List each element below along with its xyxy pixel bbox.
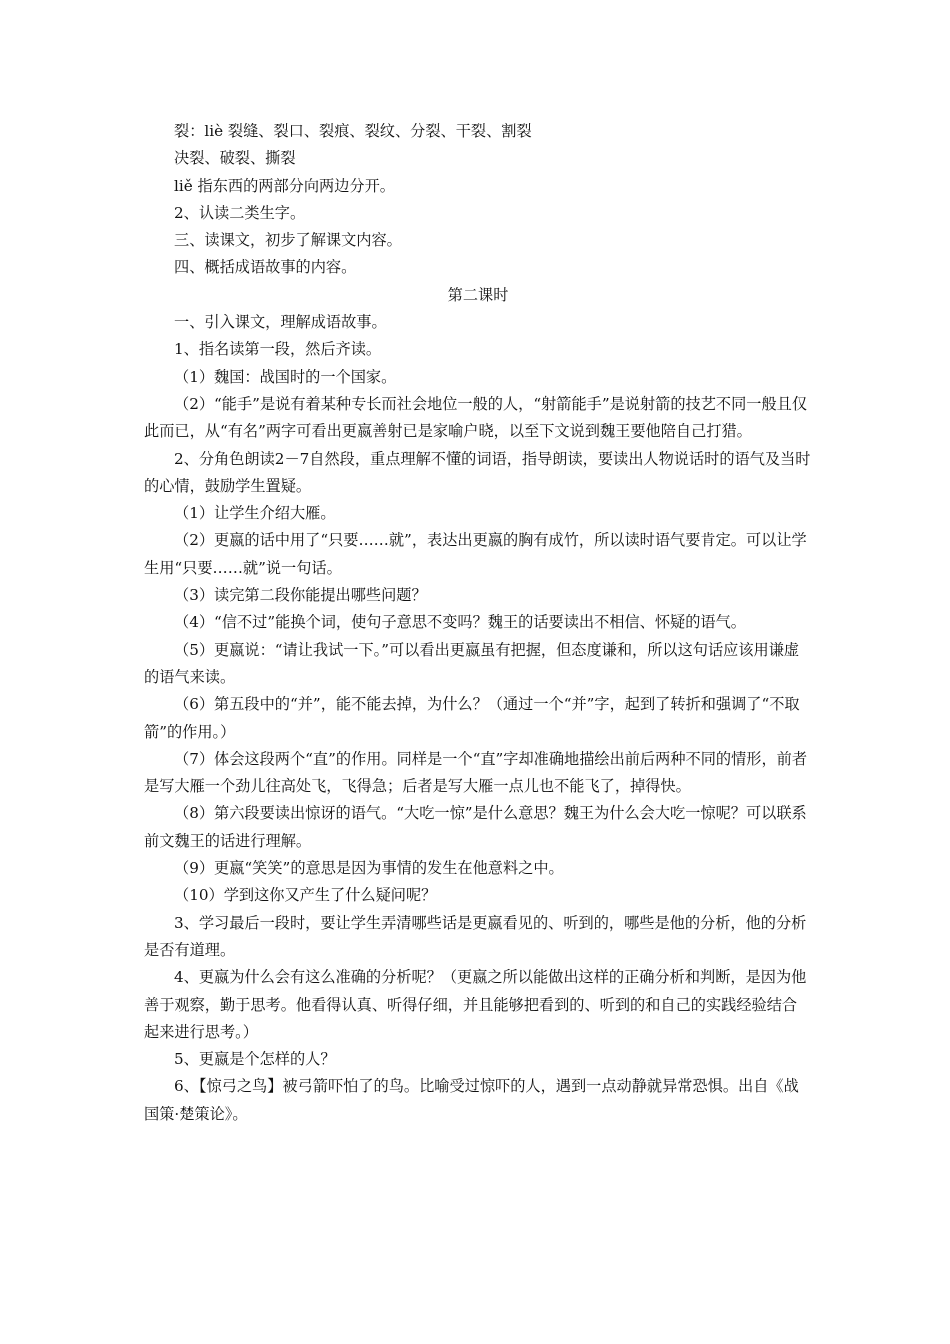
paragraph: 一、引入课文，理解成语故事。: [174, 313, 387, 332]
paragraph: （1）魏国：战国时的一个国家。: [174, 367, 397, 386]
paragraph: 决裂、破裂、撕裂: [174, 149, 296, 168]
paragraph: （2）“能手”是说有着某种专长而社会地位一般的人，“射箭能手”是说射箭的技艺不同一般且仅此而已，从“有名”两字可看出更嬴善射已是家喻户晓，以至下文说到魏王要他陪自己打猎。: [144, 394, 808, 441]
paragraph: （1）让学生介绍大雁。: [174, 504, 336, 523]
paragraph: 四、概括成语故事的内容。: [174, 258, 357, 277]
paragraph: 2、分角色朗读2－7自然段，重点理解不懂的词语，指导朗读，要读出人物说话时的语气及当时的心情，鼓励学生置疑。: [144, 449, 811, 495]
paragraph: （7）体会这段两个“直”的作用。同样是一个“直”字却准确地描绘出前后两种不同的情形，前者是写大雁一个劲儿往高处飞，飞得急；后者是写大雁一点儿也不能飞了，掉得快。: [144, 749, 808, 796]
paragraph: 3、学习最后一段时，要让学生弄清哪些话是更嬴看见的、听到的，哪些是他的分析，他的分析是否有道理。: [144, 913, 807, 959]
paragraph: 4、更嬴为什么会有这么准确的分析呢？（更嬴之所以能做出这样的正确分析和判断，是因为他善于观察，勤于思考。他看得认真、听得仔细，并且能够把看到的、听到的和自己的实践经验结合起来进行思考。）: [144, 968, 807, 1041]
paragraph: （5）更嬴说：“请让我试一下。”可以看出更嬴虽有把握，但态度谦和，所以这句话应该用谦虚的语气来读。: [144, 640, 800, 686]
document-body: [144, 118, 812, 1128]
paragraph: 6、【惊弓之鸟】被弓箭吓怕了的鸟。比喻受过惊吓的人，遇到一点动静就异常恐惧。出自《战国策·楚策论》。: [144, 1077, 799, 1123]
paragraph: （8）第六段要读出惊讶的语气。“大吃一惊”是什么意思？魏王为什么会大吃一惊呢？可以联系前文魏王的话进行理解。: [144, 804, 807, 850]
paragraph: 裂：liè 裂缝、裂口、裂痕、裂纹、分裂、干裂、割裂: [174, 122, 532, 140]
paragraph: 2、认读二类生字。: [174, 203, 306, 222]
paragraph: 5、更嬴是个怎样的人？: [174, 1050, 336, 1069]
paragraph: （9）更嬴“笑笑”的意思是因为事情的发生在他意料之中。: [174, 859, 564, 878]
paragraph: （3）读完第二段你能提出哪些问题？: [174, 586, 427, 605]
paragraph: 三、读课文，初步了解课文内容。: [174, 231, 402, 250]
section-title: 第二课时: [447, 285, 509, 304]
paragraph: liě 指东西的两部分向两边分开。: [174, 176, 395, 195]
paragraph: （10）学到这你又产生了什么疑问呢？: [174, 886, 437, 905]
paragraph: （6）第五段中的“并”，能不能去掉，为什么？（通过一个“并”字，起到了转折和强调了“不取箭”的作用。）: [144, 695, 800, 741]
paragraph: （2）更嬴的话中用了“只要……就”，表达出更嬴的胸有成竹，所以读时语气要肯定。可以让学生用“只要……就”说一句话。: [144, 531, 807, 577]
paragraph: （4）“信不过”能换个词，使句子意思不变吗？魏王的话要读出不相信、怀疑的语气。: [174, 613, 746, 632]
paragraph: 1、指名读第一段，然后齐读。: [174, 340, 382, 359]
